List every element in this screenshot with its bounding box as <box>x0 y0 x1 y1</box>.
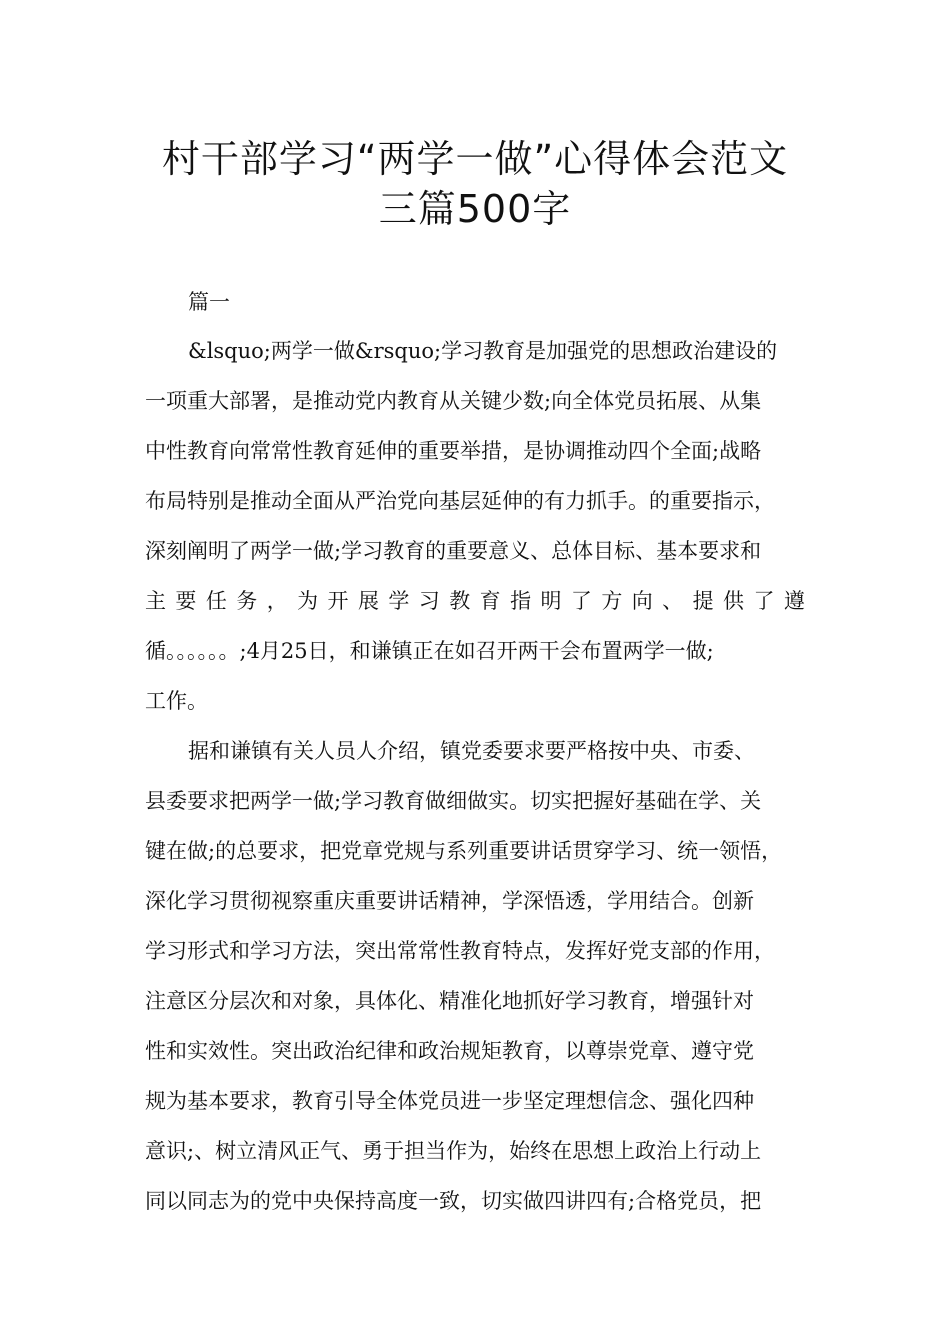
justified-char: 了 <box>570 589 592 613</box>
section-heading: 篇一 <box>188 290 230 314</box>
justified-char: 遵 <box>783 589 805 613</box>
justified-char: 向 <box>631 589 653 613</box>
justified-char: 展 <box>357 589 379 613</box>
paragraph-line: 同以同志为的党中央保持高度一致，切实做四讲四有;合格党员，把 <box>145 1189 762 1213</box>
justified-char: 要 <box>175 589 197 613</box>
paragraph-line: 循。。。。。。;4月25日，和谦镇正在如召开两干会布置两学一做; <box>145 639 714 663</box>
paragraph-line: 学习形式和学习方法，突出常常性教育特点，发挥好党支部的作用， <box>145 939 775 963</box>
paragraph-line: 深化学习贯彻视察重庆重要讲话精神，学深悟透，学用结合。创新 <box>145 889 754 913</box>
paragraph-line: 性和实效性。突出政治纪律和政治规矩教育，以尊崇党章、遵守党 <box>145 1039 754 1063</box>
document-title-line-2: 三篇500字 <box>378 187 572 231</box>
justified-char: 指 <box>510 589 532 613</box>
paragraph-line: 规为基本要求，教育引导全体党员进一步坚定理想信念、强化四种 <box>145 1089 754 1113</box>
paragraph-line <box>145 586 805 616</box>
paragraph-line: 工作。 <box>145 689 208 713</box>
document-title-line-1: 村干部学习“两学一做”心得体会范文 <box>161 137 789 181</box>
paragraph-line: 县委要求把两学一做;学习教育做细做实。切实把握好基础在学、关 <box>145 789 762 813</box>
paragraph-line: 一项重大部署，是推动党内教育从关键少数;向全体党员拓展、从集 <box>145 389 762 413</box>
justified-char: 开 <box>327 589 349 613</box>
paragraph-line: 中性教育向常常性教育延伸的重要举措，是协调推动四个全面;战略 <box>145 439 762 463</box>
justified-char: 学 <box>388 589 410 613</box>
paragraph-line: &lsquo;两学一做&rsquo;学习教育是加强党的思想政治建设的 <box>188 339 778 363</box>
paragraph-line: 键在做;的总要求，把党章党规与系列重要讲话贯穿学习、统一领悟， <box>145 839 783 863</box>
paragraph-line: 注意区分层次和对象，具体化、精准化地抓好学习教育，增强针对 <box>145 989 754 1013</box>
justified-char: 、 <box>662 589 684 613</box>
justified-char: 任 <box>205 589 227 613</box>
justified-char: 方 <box>601 589 623 613</box>
paragraph-line: 据和谦镇有关人员人介绍，镇党委要求要严格按中央、市委、 <box>188 739 755 763</box>
justified-char: 供 <box>723 589 745 613</box>
justified-char: 育 <box>479 589 501 613</box>
justified-char: 主 <box>145 589 166 613</box>
justified-char: 为 <box>297 589 319 613</box>
justified-char: 明 <box>540 589 562 613</box>
justified-char: 习 <box>418 589 440 613</box>
paragraph-line: 意识;、树立清风正气、勇于担当作为，始终在思想上政治上行动上 <box>145 1139 762 1163</box>
paragraph-line: 深刻阐明了两学一做;学习教育的重要意义、总体目标、基本要求和 <box>145 539 762 563</box>
justified-char: 务 <box>236 589 258 613</box>
justified-char: 了 <box>753 589 775 613</box>
justified-char: ， <box>266 589 288 613</box>
justified-char: 教 <box>449 589 471 613</box>
justified-char: 提 <box>692 589 714 613</box>
paragraph-line: 布局特别是推动全面从严治党向基层延伸的有力抓手。的重要指示， <box>145 489 775 513</box>
